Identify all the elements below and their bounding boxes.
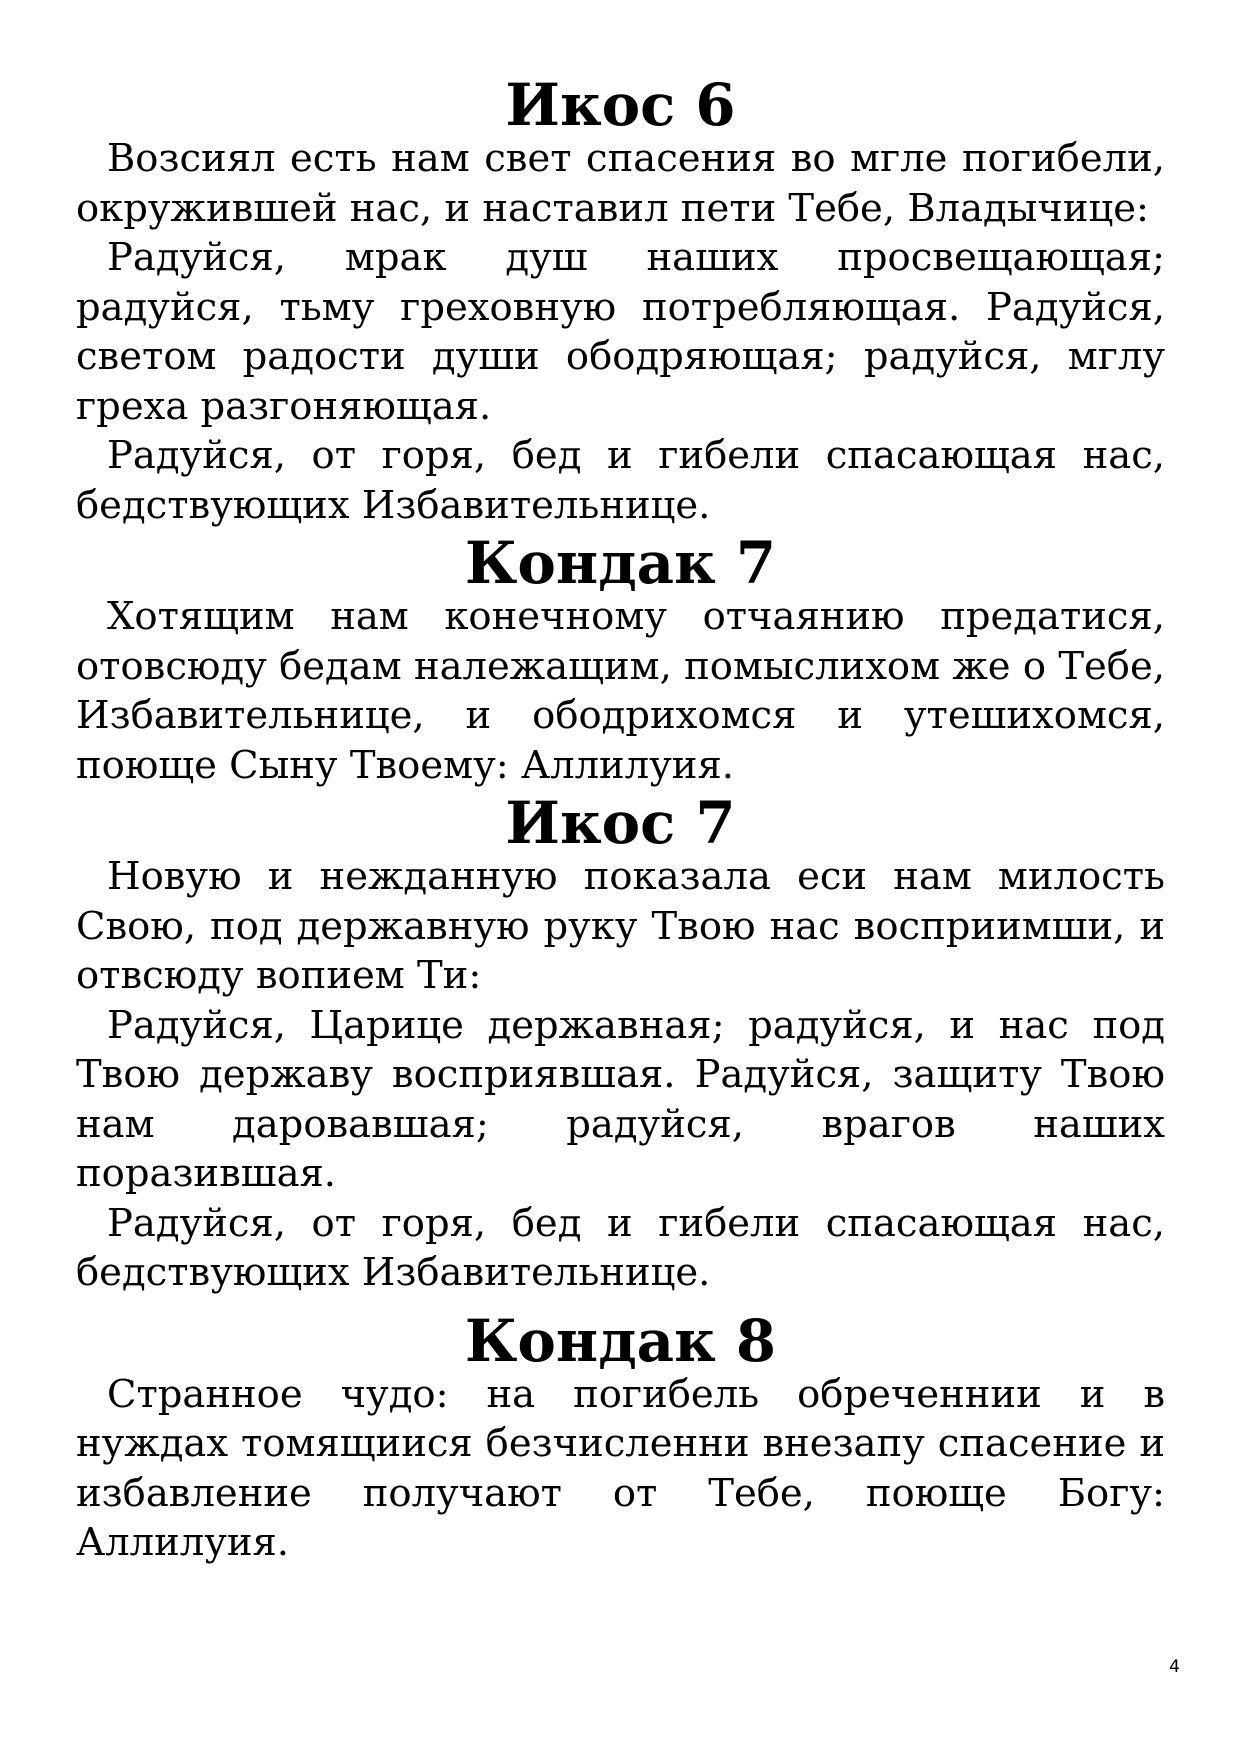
prayer-paragraph: Радуйся, мрак душ наших просвещающая; радуйся, тьму греховную потребляющая. Радуйся, светом радости души ободряющая; радуйся, мглу греха разгоняющая. bbox=[76, 235, 1165, 429]
prayer-paragraph: Новую и нежданную показала еси нам милость Свою, под державную руку Твою нас восприимши, и отвсюду вопием Ти: bbox=[76, 854, 1165, 998]
section-ikos-7 bbox=[76, 789, 1165, 1298]
prayer-paragraph: Странное чудо: на погибель обреченнии и в нуждах томящиися безчисленни внезапу спасение и избавление получают от Тебе, поюще Богу: Аллилуия. bbox=[76, 1371, 1165, 1565]
section-ikos-6 bbox=[76, 71, 1165, 530]
section-heading: Кондак 7 bbox=[464, 529, 777, 597]
prayer-paragraph: Радуйся, от горя, бед и гибели спасающая нас, бедствующих Избавительнице. bbox=[76, 1200, 1165, 1295]
prayer-paragraph: Возсиял есть нам свет спасения во мгле погибели, окружившей нас, и наставил пети Тебе, Владычице: bbox=[76, 136, 1165, 231]
section-heading: Икос 6 bbox=[505, 71, 736, 139]
document-page bbox=[76, 71, 1165, 1568]
section-kondak-8 bbox=[76, 1306, 1165, 1568]
section-heading: Икос 7 bbox=[505, 789, 736, 857]
prayer-paragraph: Хотящим нам конечному отчаянию предатися, отовсюду бедам належащим, помыслихом же о Тебе, Избавительнице, и ободрихомся и утешихомся, поюще Сыну Твоему: Аллилуия. bbox=[76, 594, 1165, 788]
prayer-paragraph: Радуйся, от горя, бед и гибели спасающая нас, бедствующих Избавительнице. bbox=[76, 433, 1165, 528]
prayer-paragraph: Радуйся, Царице державная; радуйся, и нас под Твою державу восприявшая. Радуйся, защиту Твою нам даровавшая; радуйся, врагов наших поразившая. bbox=[76, 1002, 1165, 1196]
page-number: 4 bbox=[1169, 1657, 1180, 1677]
section-kondak-7 bbox=[76, 529, 1165, 790]
section-heading: Кондак 8 bbox=[464, 1306, 777, 1375]
